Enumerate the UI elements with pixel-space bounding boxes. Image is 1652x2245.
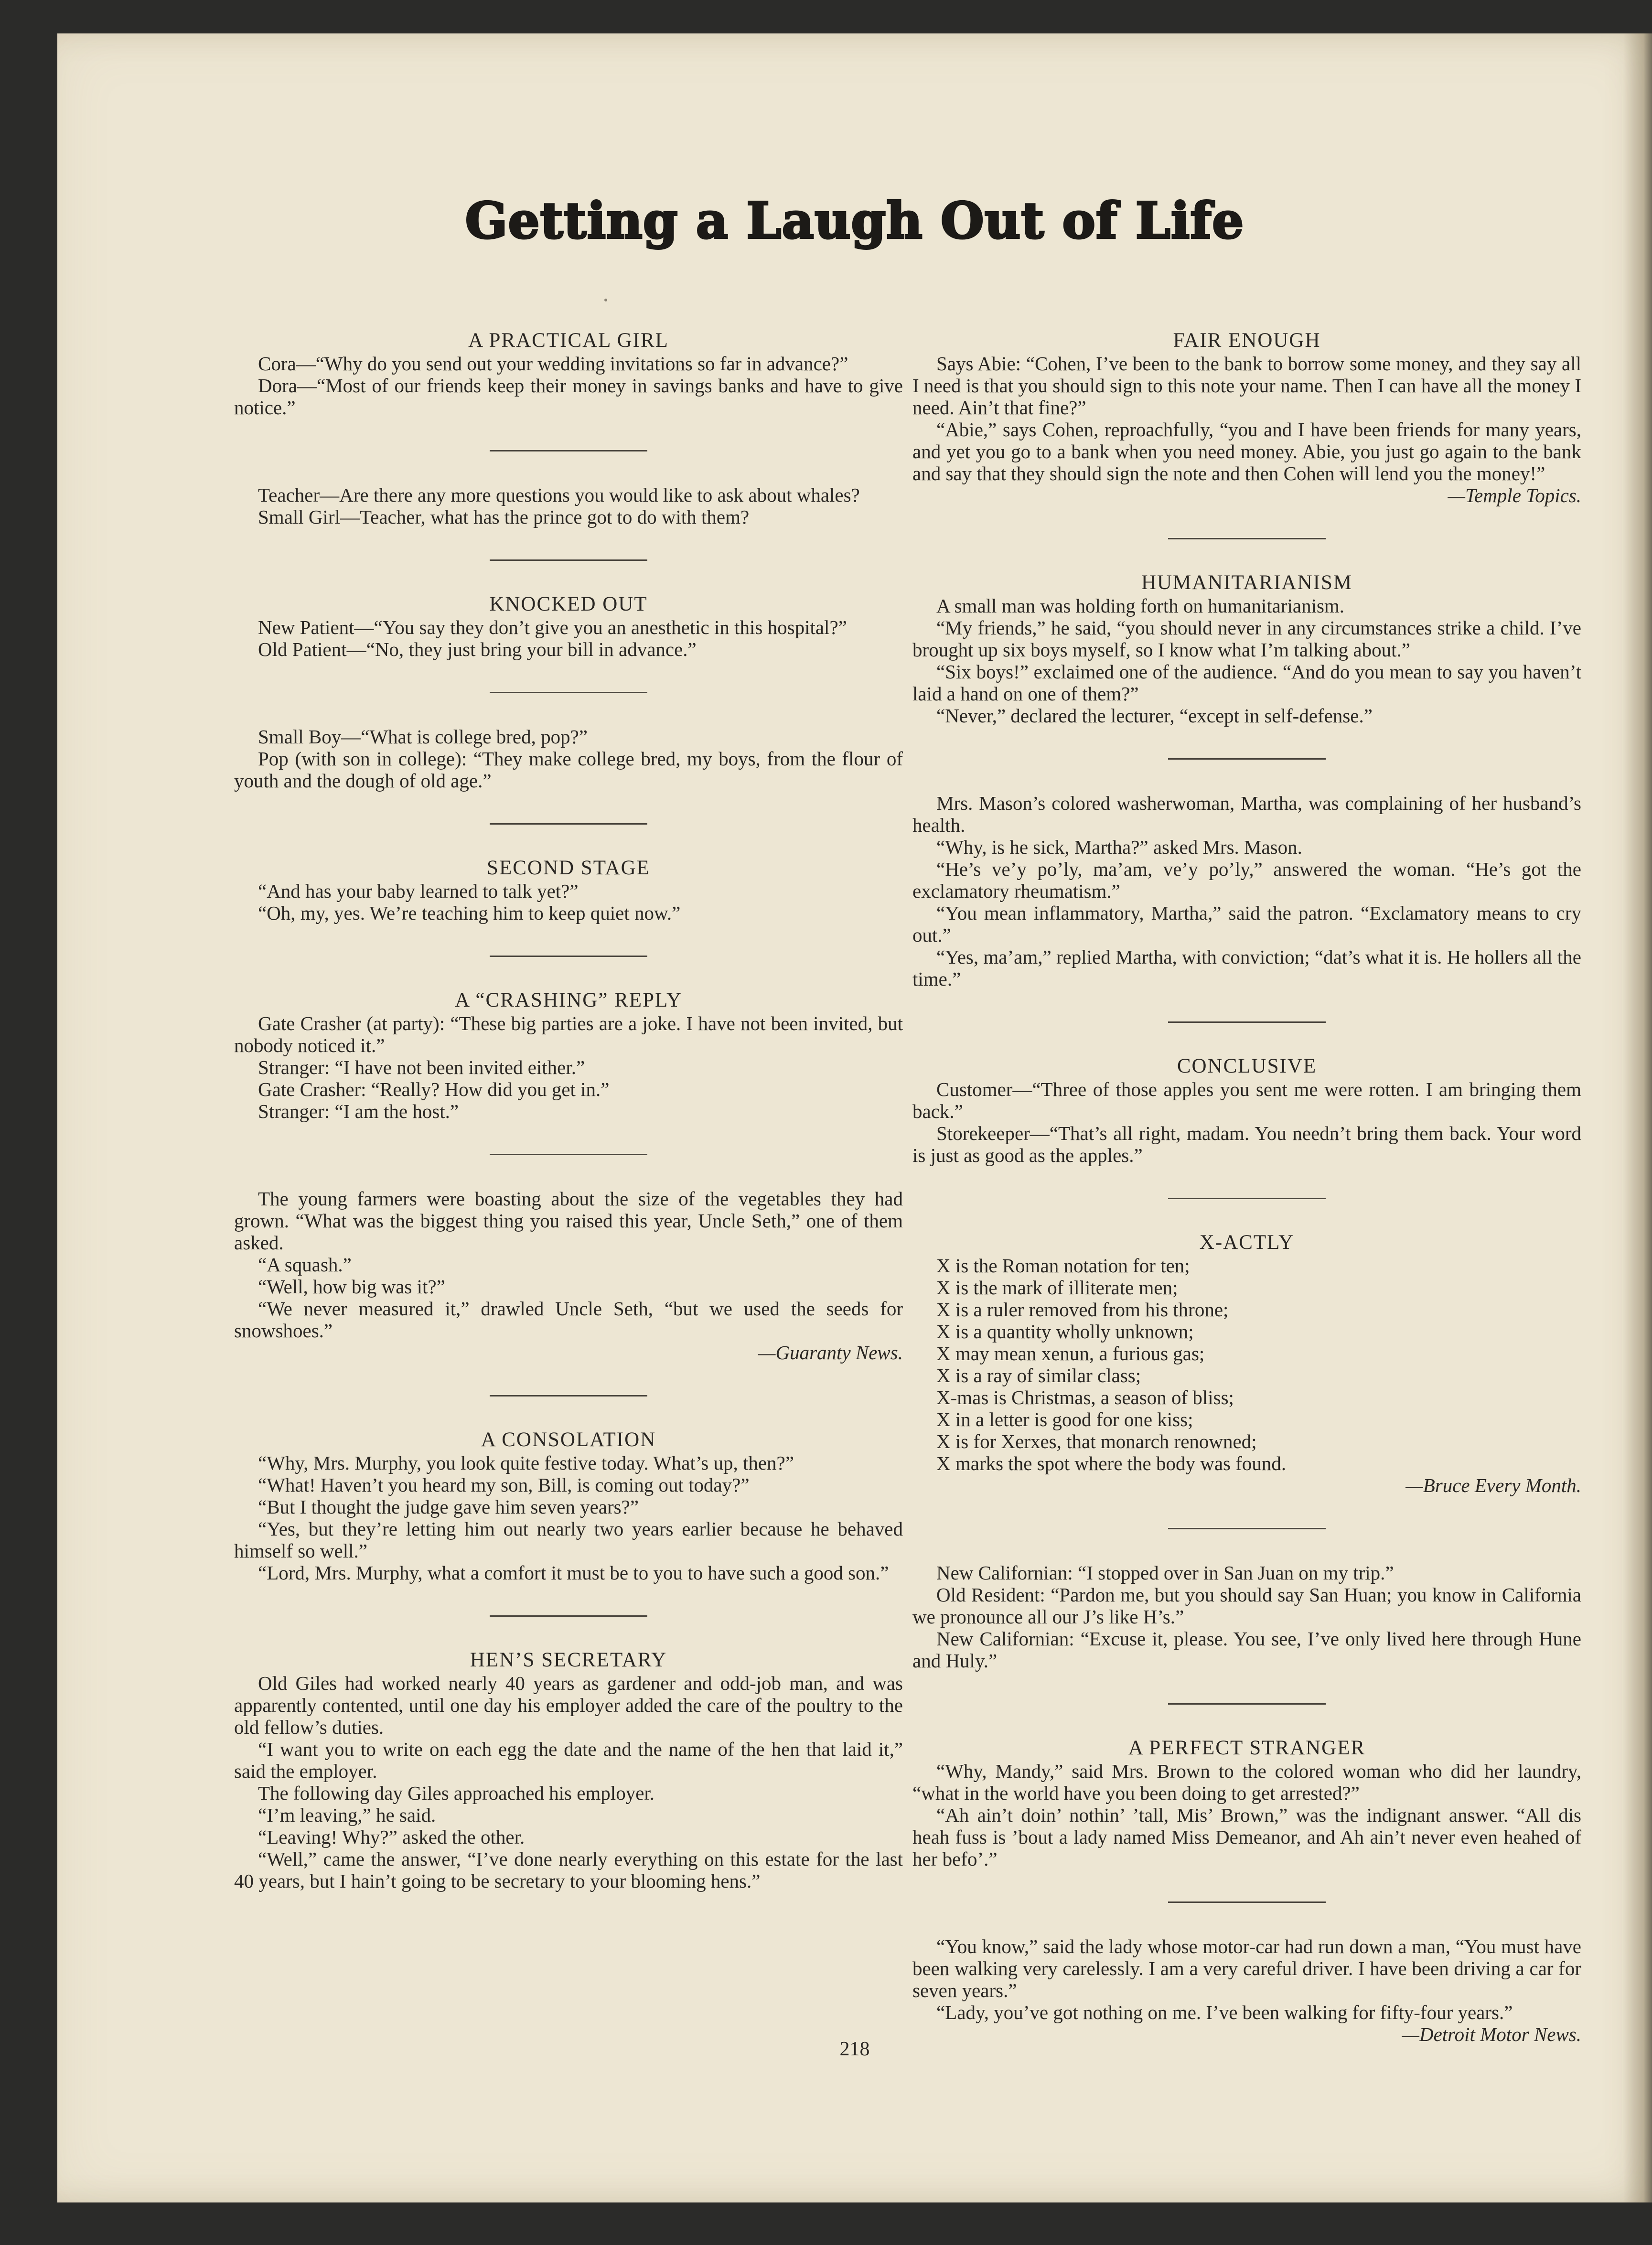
joke-heading: FAIR ENOUGH bbox=[1173, 329, 1321, 352]
joke-item bbox=[234, 726, 903, 792]
joke-item bbox=[912, 1737, 1581, 1870]
joke-paragraph: “Lady, you’ve got nothing on me. I’ve been walking for fifty-four years.” bbox=[936, 2001, 1513, 2023]
separator-rule bbox=[1168, 1198, 1326, 1199]
joke-item bbox=[912, 1055, 1581, 1166]
joke-paragraph: “Why, Mandy,” said Mrs. Brown to the colored woman who did her laundry, “what in the world have you been doing to get arrested?” bbox=[912, 1760, 1581, 1804]
joke-paragraph: A small man was holding forth on humanitarianism. bbox=[936, 595, 1345, 617]
verse-line: X is a ray of similar class; bbox=[936, 1364, 1141, 1386]
joke-paragraph: Pop (with son in college): “They make college bred, my boys, from the flour of youth and the dough of old age.” bbox=[234, 748, 903, 792]
joke-item bbox=[234, 989, 903, 1122]
joke-paragraph: “A squash.” bbox=[258, 1254, 352, 1276]
joke-paragraph: “Ah ain’t doin’ nothin’ ’tall, Mis’ Brown,” was the indignant answer. “All dis heah fuss is ’bout a lady named Miss Demeanor, and Ah ain’t never even heahed of her befo’.” bbox=[912, 1804, 1581, 1870]
joke-paragraph: Small Girl—Teacher, what has the prince got to do with them? bbox=[258, 506, 750, 528]
joke-paragraph: Customer—“Three of those apples you sent me were rotten. I am bringing them back.” bbox=[912, 1078, 1581, 1122]
separator-rule bbox=[1168, 1703, 1326, 1705]
joke-paragraph: “I’m leaving,” he said. bbox=[258, 1804, 436, 1826]
joke-paragraph: New Patient—“You say they don’t give you an anesthetic in this hospital?” bbox=[258, 616, 847, 638]
joke-paragraph: New Californian: “Excuse it, please. You see, I’ve only lived here through Hune and Huly.” bbox=[912, 1628, 1581, 1672]
joke-paragraph: “Lord, Mrs. Murphy, what a comfort it must be to you to have such a good son.” bbox=[258, 1562, 889, 1584]
verse-line: X is the Roman notation for ten; bbox=[936, 1255, 1190, 1277]
joke-paragraph: “We never measured it,” drawled Uncle Seth, “but we used the seeds for snowshoes.” bbox=[234, 1298, 903, 1342]
joke-item bbox=[234, 593, 903, 660]
joke-paragraph: Small Boy—“What is college bred, pop?” bbox=[258, 726, 588, 748]
joke-source: —Temple Topics. bbox=[1448, 484, 1581, 506]
joke-paragraph: “Never,” declared the lecturer, “except in self-defense.” bbox=[936, 705, 1373, 727]
joke-item bbox=[234, 484, 903, 528]
separator-rule bbox=[490, 1154, 647, 1155]
joke-heading: HEN’S SECRETARY bbox=[470, 1649, 667, 1671]
joke-paragraph: Gate Crasher: “Really? How did you get in.” bbox=[258, 1078, 610, 1100]
joke-paragraph: “Oh, my, yes. We’re teaching him to keep quiet now.” bbox=[258, 902, 681, 924]
joke-paragraph: Gate Crasher (at party): “These big parties are a joke. I have not been invited, but nobody noticed it.” bbox=[234, 1012, 903, 1056]
joke-paragraph: “I want you to write on each egg the date and the name of the hen that laid it,” said the employer. bbox=[234, 1738, 903, 1782]
joke-paragraph: “Well, how big was it?” bbox=[258, 1276, 445, 1298]
joke-heading: A PERFECT STRANGER bbox=[1128, 1737, 1366, 1759]
verse-line: X is a quantity wholly unknown; bbox=[936, 1321, 1194, 1343]
page-number: 218 bbox=[839, 2038, 870, 2060]
joke-heading: HUMANITARIANISM bbox=[1141, 571, 1353, 594]
separator-rule bbox=[490, 1395, 647, 1396]
joke-paragraph: Dora—“Most of our friends keep their money in savings banks and have to give notice.” bbox=[234, 375, 903, 419]
verse-line: X may mean xenun, a furious gas; bbox=[936, 1343, 1205, 1364]
joke-source: —Bruce Every Month. bbox=[1405, 1474, 1581, 1496]
joke-paragraph: Old Resident: “Pardon me, but you should say San Huan; you know in California we pronounce all our J’s like H’s.” bbox=[912, 1584, 1581, 1628]
verse-line: X is the mark of illiterate men; bbox=[936, 1277, 1178, 1299]
joke-item bbox=[234, 1429, 903, 1584]
joke-heading: CONCLUSIVE bbox=[1177, 1055, 1317, 1077]
joke-paragraph: “Why, Mrs. Murphy, you look quite festive today. What’s up, then?” bbox=[258, 1452, 794, 1474]
joke-paragraph: “Well,” came the answer, “I’ve done nearly everything on this estate for the last 40 years, but I hain’t going to be secretary to your blooming hens.” bbox=[234, 1848, 903, 1892]
verse-line: X is for Xerxes, that monarch renowned; bbox=[936, 1430, 1257, 1452]
separator-rule bbox=[1168, 1901, 1326, 1903]
joke-paragraph: “He’s ve’y po’ly, ma’am, ve’y po’ly,” answered the woman. “He’s got the exclamatory rheumatism.” bbox=[912, 858, 1581, 902]
separator-rule bbox=[1168, 538, 1326, 539]
separator-rule bbox=[490, 823, 647, 825]
joke-paragraph: Stranger: “I have not been invited either.” bbox=[258, 1056, 585, 1078]
joke-item bbox=[234, 1188, 903, 1364]
joke-paragraph: Cora—“Why do you send out your wedding invitations so far in advance?” bbox=[258, 353, 848, 375]
joke-source: —Guaranty News. bbox=[758, 1342, 903, 1364]
joke-item bbox=[234, 857, 903, 924]
joke-item bbox=[912, 572, 1581, 727]
joke-paragraph: Old Giles had worked nearly 40 years as gardener and odd-job man, and was apparently contented, until one day his employer added the care of the poultry to the old fellow’s duties. bbox=[234, 1672, 903, 1738]
print-speck bbox=[604, 299, 607, 301]
joke-paragraph: “Leaving! Why?” asked the other. bbox=[258, 1826, 525, 1848]
joke-heading: X-ACTLY bbox=[1199, 1231, 1295, 1254]
verse-line: X marks the spot where the body was found. bbox=[936, 1452, 1287, 1474]
joke-paragraph: “Why, is he sick, Martha?” asked Mrs. Mason. bbox=[936, 836, 1302, 858]
joke-paragraph: “Yes, but they’re letting him out nearly two years earlier because he behaved himself so well.” bbox=[234, 1518, 903, 1562]
joke-item bbox=[912, 792, 1581, 990]
joke-heading: A CONSOLATION bbox=[481, 1429, 656, 1451]
joke-item bbox=[234, 330, 903, 419]
joke-paragraph: “Yes, ma’am,” replied Martha, with conviction; “dat’s what it is. He hollers all the time.” bbox=[912, 946, 1581, 990]
separator-rule bbox=[490, 956, 647, 957]
joke-heading: A PRACTICAL GIRL bbox=[468, 329, 669, 352]
separator-rule bbox=[490, 692, 647, 693]
joke-paragraph: Teacher—Are there any more questions you would like to ask about whales? bbox=[258, 484, 860, 506]
separator-rule bbox=[1168, 758, 1326, 760]
joke-item bbox=[912, 1935, 1581, 2045]
joke-heading: A “CRASHING” REPLY bbox=[454, 989, 683, 1011]
separator-rule bbox=[490, 559, 647, 561]
joke-heading: KNOCKED OUT bbox=[489, 593, 648, 615]
joke-paragraph: Says Abie: “Cohen, I’ve been to the bank to borrow some money, and they say all I need is that you should sign to this note your name. Then I can have all the money I need. Ain’t that fine?” bbox=[912, 353, 1581, 419]
joke-paragraph: “Six boys!” exclaimed one of the audience. “And do you mean to say you haven’t laid a hand on one of them?” bbox=[912, 661, 1581, 705]
separator-rule bbox=[1168, 1021, 1326, 1023]
joke-paragraph: “You mean inflammatory, Martha,” said the patron. “Exclamatory means to cry out.” bbox=[912, 902, 1581, 946]
page-title: Getting a Laugh Out of Life bbox=[465, 191, 1244, 250]
verse-line: X in a letter is good for one kiss; bbox=[936, 1408, 1193, 1430]
joke-paragraph: Old Patient—“No, they just bring your bill in advance.” bbox=[258, 638, 697, 660]
verse-line: X is a ruler removed from his throne; bbox=[936, 1299, 1229, 1321]
joke-item bbox=[912, 1232, 1581, 1496]
verse-line: X-mas is Christmas, a season of bliss; bbox=[936, 1386, 1234, 1408]
joke-paragraph: “What! Haven’t you heard my son, Bill, is coming out today?” bbox=[258, 1474, 750, 1496]
page-binding-shadow bbox=[1623, 33, 1652, 2202]
joke-paragraph: “Abie,” says Cohen, reproachfully, “you and I have been friends for many years, and yet you go to a bank when you need money. Abie, you just go again to the bank and say that they should sign the note and then Cohen will lend you the money!” bbox=[912, 419, 1581, 484]
joke-paragraph: Mrs. Mason’s colored washerwoman, Martha, was complaining of her husband’s health. bbox=[912, 792, 1581, 836]
joke-item bbox=[912, 1562, 1581, 1672]
joke-paragraph: The young farmers were boasting about the size of the vegetables they had grown. “What was the biggest thing you raised this year, Uncle Seth,” one of them asked. bbox=[234, 1188, 903, 1254]
joke-paragraph: Storekeeper—“That’s all right, madam. You needn’t bring them back. Your word is just as good as the apples.” bbox=[912, 1122, 1581, 1166]
separator-rule bbox=[1168, 1528, 1326, 1529]
right-column bbox=[912, 330, 1581, 2045]
joke-paragraph: New Californian: “I stopped over in San Juan on my trip.” bbox=[936, 1562, 1394, 1584]
joke-paragraph: “But I thought the judge gave him seven years?” bbox=[258, 1496, 639, 1518]
joke-paragraph: “My friends,” he said, “you should never in any circumstances strike a child. I’ve brought up six boys myself, so I know what I’m talking about.” bbox=[912, 617, 1581, 661]
joke-item bbox=[234, 1649, 903, 1892]
left-column bbox=[234, 330, 903, 1892]
magazine-page bbox=[57, 33, 1652, 2202]
joke-paragraph: The following day Giles approached his employer. bbox=[258, 1782, 655, 1804]
separator-rule bbox=[490, 1615, 647, 1617]
joke-heading: SECOND STAGE bbox=[487, 857, 650, 879]
separator-rule bbox=[490, 450, 647, 451]
joke-paragraph: “You know,” said the lady whose motor-car had run down a man, “You must have been walking very carelessly. I am a very careful driver. I have been driving a car for seven years.” bbox=[912, 1935, 1581, 2001]
joke-source: —Detroit Motor News. bbox=[1402, 2023, 1581, 2045]
joke-paragraph: Stranger: “I am the host.” bbox=[258, 1100, 459, 1122]
joke-item bbox=[912, 330, 1581, 506]
joke-paragraph: “And has your baby learned to talk yet?” bbox=[258, 880, 579, 902]
